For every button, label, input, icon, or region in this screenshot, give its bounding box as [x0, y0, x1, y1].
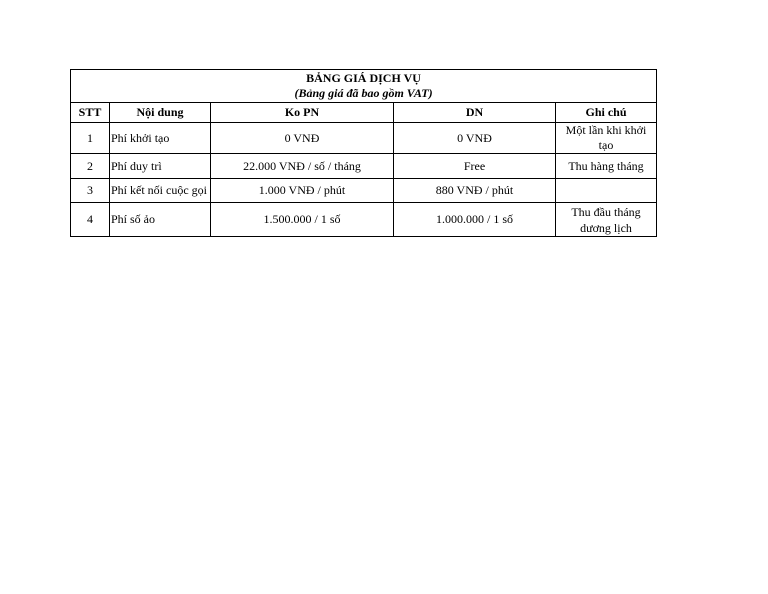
header-content: Nội dung: [110, 103, 211, 123]
note-line-2: dương lịch: [580, 220, 632, 235]
header-row: [71, 103, 657, 123]
cell-ko-pn: 0 VNĐ: [211, 123, 394, 154]
table-row: [71, 123, 657, 154]
header-stt: STT: [71, 103, 110, 123]
cell-content: Phí khởi tạo: [110, 123, 211, 154]
note-line-1: Thu đầu tháng: [571, 204, 641, 219]
table-row: [71, 179, 657, 203]
table-row: [71, 203, 657, 237]
header-note: Ghi chú: [556, 103, 657, 123]
table-subtitle: (Bảng giá đã bao gồm VAT): [294, 86, 433, 100]
cell-ko-pn: 1.000 VNĐ / phút: [211, 179, 394, 203]
cell-note: [556, 179, 657, 203]
note-text: [571, 204, 640, 236]
cell-note: Thu hàng tháng: [556, 154, 657, 179]
cell-ko-pn: 22.000 VNĐ / số / tháng: [211, 154, 394, 179]
header-ko-pn: Ko PN: [211, 103, 394, 123]
title-cell: [71, 70, 657, 103]
cell-note: Một lần khi khởi tạo: [556, 123, 657, 154]
cell-dn: 880 VNĐ / phút: [394, 179, 556, 203]
table-row: [71, 154, 657, 179]
cell-note: [556, 203, 657, 237]
table-title: BẢNG GIÁ DỊCH VỤ: [306, 71, 421, 85]
cell-content: Phí số ảo: [110, 203, 211, 237]
cell-dn: 0 VNĐ: [394, 123, 556, 154]
cell-stt: 4: [71, 203, 110, 237]
header-dn: DN: [394, 103, 556, 123]
cell-dn: 1.000.000 / 1 số: [394, 203, 556, 237]
cell-dn: Free: [394, 154, 556, 179]
title-row: [71, 70, 657, 103]
price-table: [70, 69, 657, 237]
cell-stt: 3: [71, 179, 110, 203]
cell-content: Phí duy trì: [110, 154, 211, 179]
cell-stt: 1: [71, 123, 110, 154]
cell-content: Phí kết nối cuộc gọi: [110, 179, 211, 203]
cell-stt: 2: [71, 154, 110, 179]
cell-ko-pn: 1.500.000 / 1 số: [211, 203, 394, 237]
